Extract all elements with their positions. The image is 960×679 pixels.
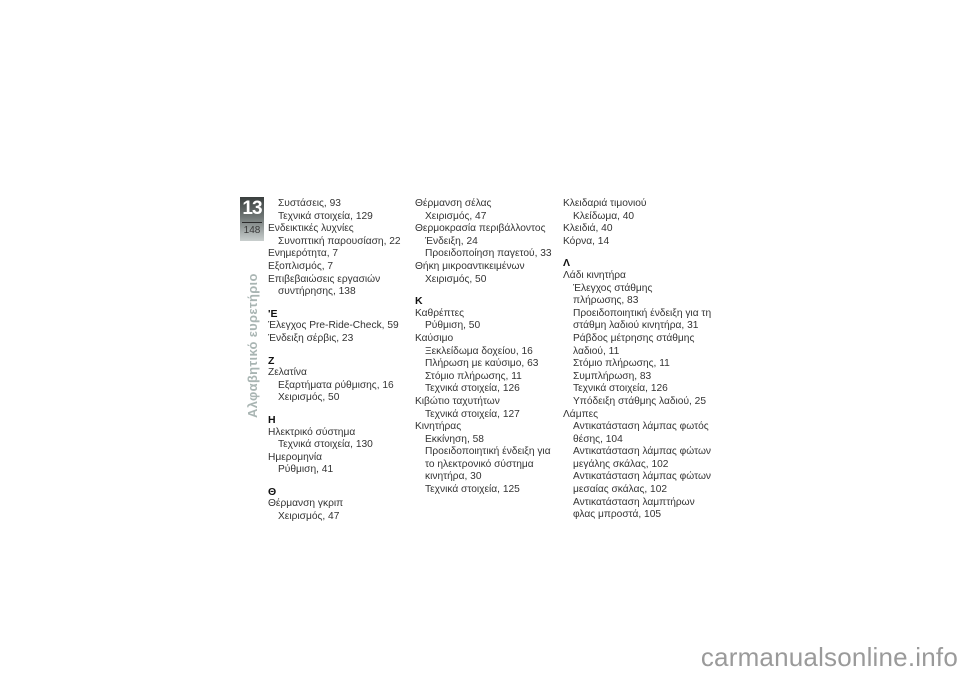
index-entry: Θήκη μικροαντικειμένων	[415, 260, 525, 272]
index-subentry: Συμπλήρωση, 83	[573, 370, 652, 382]
section-side-title: Αλφαβητικό ευρετήριο	[245, 273, 260, 418]
index-subentry: Ξεκλείδωμα δοχείου, 16	[425, 345, 533, 357]
index-entry: Θερμοκρασία περιβάλλοντος	[415, 223, 546, 235]
index-subentry: Στόμιο πλήρωσης, 11	[425, 370, 522, 382]
index-subentry: πλήρωσης, 83	[573, 295, 639, 307]
index-subentry: θέσης, 104	[573, 433, 623, 445]
index-letter-heading: Κ	[415, 295, 423, 308]
index-subentry: Χειρισμός, 50	[278, 392, 340, 404]
index-entry: Ενημερότητα, 7	[268, 248, 339, 260]
index-subentry: Κλείδωμα, 40	[573, 210, 635, 222]
index-letter-heading: Η	[268, 413, 276, 426]
index-entry: Λάμπες	[563, 408, 599, 420]
index-subentry: Συνοπτική παρουσίαση, 22	[278, 235, 401, 247]
index-entry: Κλειδαριά τιμονιού	[563, 198, 647, 209]
index-letter-heading: Ζ	[268, 354, 275, 367]
index-entry: Έλεγχος Pre-Ride-Check, 59	[268, 320, 399, 332]
index-subentry: Χειρισμός, 50	[425, 273, 487, 285]
index-entry: Ζελατίνα	[268, 367, 307, 379]
index-subentry: μεσαίας σκάλας, 102	[573, 484, 668, 496]
index-subentry: μεγάλης σκάλας, 102	[573, 458, 669, 470]
index-subentry: Τεχνικά στοιχεία, 125	[425, 484, 520, 496]
index-subentry: φλας μπροστά, 105	[573, 509, 662, 521]
index-subentry: Εξαρτήματα ρύθμισης, 16	[278, 379, 394, 391]
index-entry: Ημερομηνία	[268, 451, 323, 463]
index-subentry: Χειρισμός, 47	[278, 511, 340, 523]
watermark: carmanualsonline.info	[700, 642, 958, 672]
index-subentry: Ένδειξη, 24	[425, 235, 478, 247]
index-entry: Ενδεικτικές λυχνίες	[268, 223, 354, 235]
index-subentry: Ρύθμιση, 50	[425, 320, 481, 332]
index-letter-heading: Λ	[563, 257, 571, 270]
index-subentry: Τεχνικά στοιχεία, 130	[278, 439, 373, 451]
index-subentry: Πλήρωση με καύσιμο, 63	[425, 358, 539, 370]
index-entry: Κλειδιά, 40	[563, 223, 613, 235]
index-entry: Λάδι κινητήρα	[563, 269, 626, 281]
index-column-3	[563, 198, 723, 522]
index-letter-heading: 'Ε	[268, 307, 278, 320]
index-entry: Θέρμανση σέλας	[415, 198, 492, 209]
index-subentry: Τεχνικά στοιχεία, 129	[278, 210, 373, 222]
index-subentry: Προειδοποιητική ένδειξη για τη	[573, 307, 712, 319]
index-subentry: Στόμιο πλήρωσης, 11	[573, 358, 670, 370]
index-entry: Εξοπλισμός, 7	[268, 260, 334, 272]
index-subentry: Αντικατάσταση λάμπας φώτων	[573, 471, 712, 483]
index-subentry: Προειδοποίηση παγετού, 33	[425, 248, 552, 260]
index-subentry: Έλεγχος στάθμης	[573, 282, 653, 294]
index-subentry: συντήρησης, 138	[278, 286, 356, 298]
index-subentry: Χειρισμός, 47	[425, 210, 487, 222]
index-letter-heading: Θ	[268, 485, 277, 498]
index-subentry: Συστάσεις, 93	[278, 198, 341, 209]
chapter-number: 13	[242, 198, 262, 219]
index-entry: Κιβώτιο ταχυτήτων	[415, 395, 500, 407]
index-entry: Καθρέπτες	[415, 307, 465, 319]
index-subentry: Αντικατάσταση λαμπτήρων	[573, 496, 695, 508]
index-subentry: Υπόδειξη στάθμης λαδιού, 25	[573, 395, 707, 407]
index-subentry: το ηλεκτρονικό σύστημα	[425, 458, 534, 470]
chapter-tab	[240, 197, 264, 241]
index-entry: Επιβεβαιώσεις εργασιών	[268, 273, 381, 285]
index-subentry: Αντικατάσταση λάμπας φώτων	[573, 446, 712, 458]
index-subentry: Προειδοποιητική ένδειξη για	[425, 446, 551, 458]
chapter-divider	[242, 222, 262, 223]
index-subentry: λαδιού, 11	[573, 345, 620, 357]
index-entry: Ηλεκτρικό σύστημα	[268, 426, 356, 438]
index-entry: Θέρμανση γκριπ	[268, 498, 344, 510]
index-entry: Κινητήρας	[415, 421, 462, 433]
page-number: 148	[243, 225, 261, 236]
index-subentry: Τεχνικά στοιχεία, 126	[425, 383, 520, 395]
index-subentry: Τεχνικά στοιχεία, 127	[425, 408, 520, 420]
index-entry: Κόρνα, 14	[563, 235, 610, 247]
index-column-2	[415, 198, 575, 497]
index-subentry: στάθμη λαδιού κινητήρα, 31	[573, 320, 699, 332]
index-subentry: Αντικατάσταση λάμπας φωτός	[573, 421, 709, 433]
index-entry: Καύσιμο	[415, 332, 454, 344]
index-subentry: Τεχνικά στοιχεία, 126	[573, 383, 668, 395]
index-subentry: κινητήρα, 30	[425, 471, 482, 483]
index-column-1	[268, 198, 428, 524]
index-subentry: Ρύθμιση, 41	[278, 464, 334, 476]
index-subentry: Ράβδος μέτρησης στάθμης	[573, 332, 695, 344]
index-subentry: Εκκίνηση, 58	[425, 433, 484, 445]
index-entry: Ένδειξη σέρβις, 23	[268, 332, 354, 344]
